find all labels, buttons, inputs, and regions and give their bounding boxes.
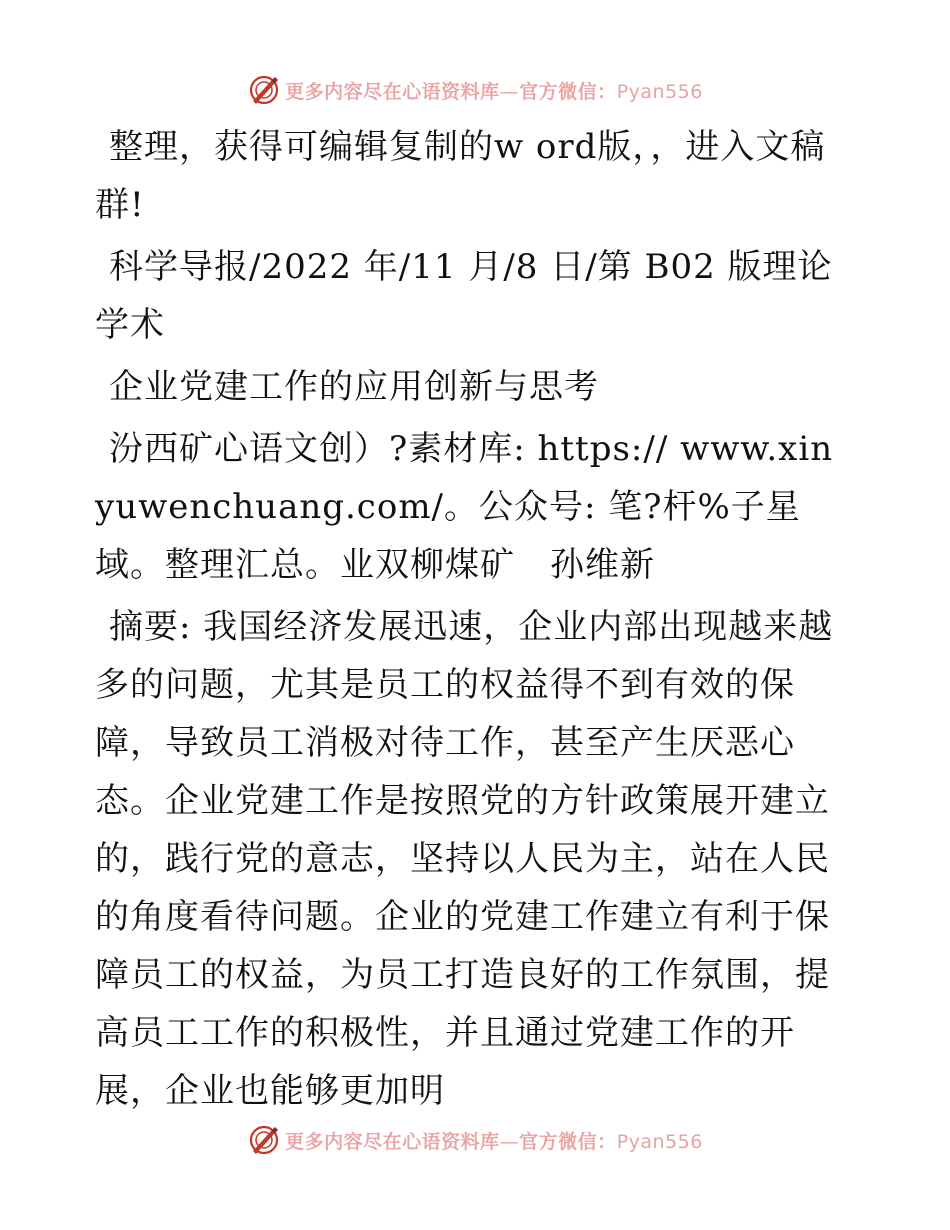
pen-seal-logo-icon xyxy=(247,1123,281,1157)
header-banner-main: 更多内容尽在心语资料库 xyxy=(285,80,500,103)
header-banner-text xyxy=(285,77,703,104)
footer-banner-text xyxy=(285,1127,703,1154)
document-body xyxy=(95,118,850,1124)
header-banner-label: 官方微信： xyxy=(519,80,617,103)
header-banner-wechat-id: Pyan556 xyxy=(616,80,703,103)
header-banner xyxy=(0,70,950,110)
author-line: 汾西矿心语文创）?素材库: https:// www.xinyuwenchuang.com/。公众号: 笔?杆%子星域。整理汇总。业双柳煤矿 孙维新 xyxy=(95,429,834,585)
footer-banner-dash: — xyxy=(499,1130,520,1153)
article-title: 企业党建工作的应用创新与思考 xyxy=(109,367,599,407)
intro-paragraph: 整理，获得可编辑复制的w ord版，，进入文稿群! xyxy=(95,127,826,225)
footer-banner-label: 官方微信： xyxy=(519,1130,617,1153)
pen-seal-logo-icon xyxy=(247,73,281,107)
source-line: 科学导报/2022 年/11 月/8 日/第 B02 版理论学术 xyxy=(95,247,833,345)
abstract-paragraph: 摘要: 我国经济发展迅速，企业内部出现越来越多的问题，尤其是员工的权益得不到有效的保障，导致员工消极对待工作，甚至产生厌恶心态。企业党建工作是按照党的方针政策展开建立的，践行党的意志，坚持以人民为主，站在人民的角度看待问题。企业的党建工作建立有利于保障员工的权益，为员工打造良好的工作氛围，提高员工工作的积极性，并且通过党建工作的开展，企业也能够更加明 xyxy=(95,607,834,1111)
footer-banner-wechat-id: Pyan556 xyxy=(616,1130,703,1153)
header-banner-dash: — xyxy=(499,80,520,103)
footer-banner xyxy=(0,1120,950,1160)
footer-banner-main: 更多内容尽在心语资料库 xyxy=(285,1130,500,1153)
